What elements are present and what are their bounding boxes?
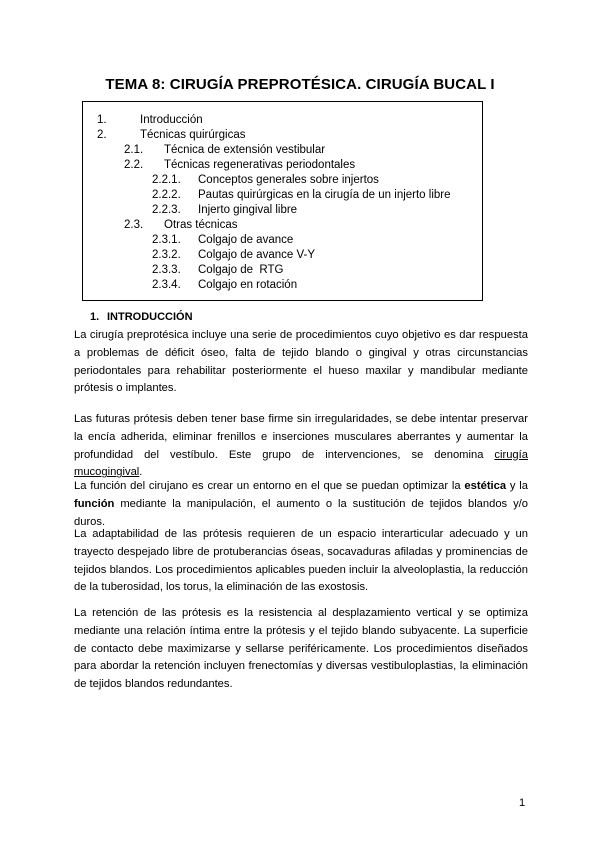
term-estetica: estética	[464, 480, 507, 492]
toc-number: 2.	[97, 129, 107, 141]
toc-label: Injerto gingival libre	[198, 204, 298, 216]
toc-number: 2.2.3.	[152, 204, 181, 216]
toc-number: 1.	[97, 114, 107, 126]
section-title: INTRODUCCIÓN	[107, 311, 193, 323]
document-title: TEMA 8: CIRUGÍA PREPROTÉSICA. CIRUGÍA BUCAL I	[105, 76, 495, 93]
toc-label: Colgajo en rotación	[198, 279, 298, 291]
toc-number: 2.2.	[124, 159, 144, 171]
table-of-contents	[82, 101, 483, 301]
toc-number: 2.3.2.	[152, 249, 181, 261]
toc-number: 2.1.	[124, 144, 144, 156]
section-heading	[90, 311, 193, 323]
paragraph-text: y la	[506, 480, 528, 492]
toc-label: Colgajo de avance V-Y	[198, 249, 315, 261]
toc-label: Técnicas quirúrgicas	[140, 129, 246, 141]
paragraph-surgeon-role	[74, 478, 528, 531]
toc-label: Colgajo de avance	[198, 234, 294, 246]
toc-number: 2.2.2.	[152, 189, 181, 201]
toc-number: 2.3.1.	[152, 234, 181, 246]
page-number: 1	[519, 797, 526, 809]
section-number: 1.	[90, 311, 100, 323]
paragraph-intro: La cirugía preprotésica incluye una serie de procedimientos cuyo objetivo es dar respuesta a problemas de déficit óseo, falta de tejido blando o gingival y otras circunstancias periodontales para rehabilitar posteriormente el hueso maxilar y mandibular mediante prótesis o implantes.	[74, 329, 528, 395]
toc-label: Conceptos generales sobre injertos	[198, 174, 379, 186]
paragraph-adaptability: La adaptabilidad de las prótesis requieren de un espacio interarticular adecuado y un trayecto despejado libre de protuberancias óseas, socavaduras afiladas y prominencias de tejidos blandos. Los procedimientos aplicables pueden incluir la alveoloplastia, la reducción de la tuberosidad, los torus, la eliminación de las exostosis.	[74, 528, 528, 594]
paragraph-text: La función del cirujano es crear un entorno en el que se puedan optimizar la	[74, 480, 465, 492]
term-mucogingival: cirugía mucogingival	[74, 448, 528, 479]
paragraph-retention: La retención de las prótesis es la resistencia al desplazamiento vertical y se optimiza mediante una relación íntima entre la prótesis y el tejido blando subyacente. La superficie de contacto debe maximizarse y sellarse periféricamente. Los procedimientos diseñados para abordar la retención incluyen frenectomías y diversas vestibuloplastias, la eliminación de tejidos blandos redundantes.	[74, 607, 528, 691]
toc-number: 2.3.4.	[152, 279, 181, 291]
toc-label: Pautas quirúrgicas en la cirugía de un injerto libre	[198, 189, 451, 201]
toc-label: Técnicas regenerativas periodontales	[164, 159, 356, 171]
paragraph-prosthesis-base	[74, 411, 528, 482]
paragraph-text: Las futuras prótesis deben tener base firme sin irregularidades, se debe intentar preservar la encía adherida, eliminar frenillos e inserciones musculares aberrantes y aumentar la profundidad del vestíbulo. Este grupo de intervenciones, se denomina	[74, 413, 528, 461]
toc-label: Introducción	[140, 114, 203, 126]
toc-label: Técnica de extensión vestibular	[164, 144, 326, 156]
toc-number: 2.3.	[124, 219, 144, 231]
toc-label: Colgajo de RTG	[198, 264, 284, 276]
paragraph-text: mediante la manipulación, el aumento o la sustitución de tejidos blandos y/o duros.	[74, 497, 528, 528]
toc-label: Otras técnicas	[164, 219, 238, 231]
toc-number: 2.2.1.	[152, 174, 181, 186]
paragraph-end: .	[139, 466, 143, 479]
toc-number: 2.3.3.	[152, 264, 181, 276]
term-funcion: función	[74, 497, 115, 510]
